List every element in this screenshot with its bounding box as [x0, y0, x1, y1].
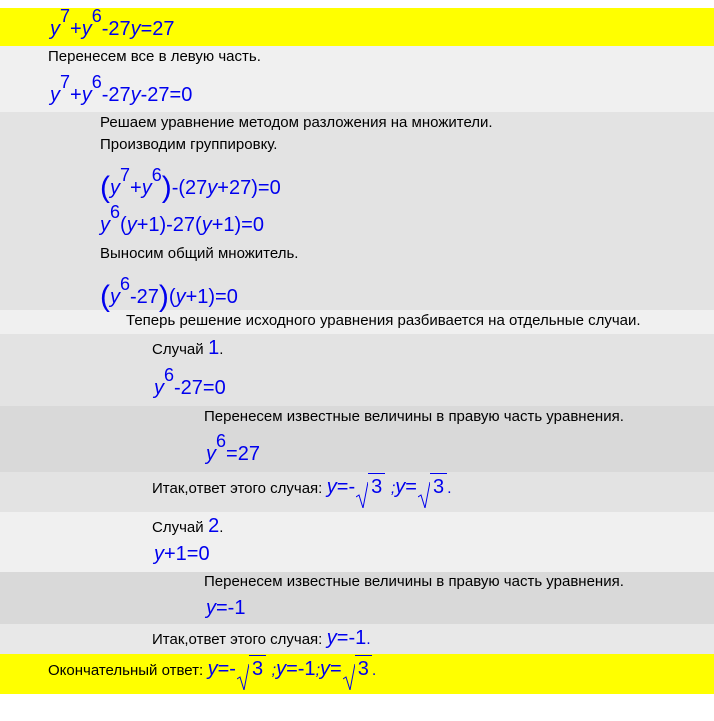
grouping-text: Производим группировку.	[100, 136, 278, 153]
group-equation: (y7+y6)-(27y+27)=0	[100, 165, 281, 204]
sqrt-sign: 3	[237, 658, 266, 681]
cases-text: Теперь решение исходного уравнения разбивается на отдельные случаи.	[126, 312, 641, 329]
case2-band	[0, 512, 714, 572]
factor1-equation: y6(y+1)-27(y+1)=0	[100, 202, 264, 236]
case2-answer: Итак,ответ этого случая: y=-1.	[152, 627, 371, 649]
case2-move-right-text: Перенесем известные величины в правую часть уравнения.	[204, 573, 624, 590]
case2-equation: y+1=0	[154, 543, 210, 565]
case1-answer-label: Итак,ответ этого случая:	[152, 480, 323, 497]
final-answer-label: Окончательный ответ:	[48, 662, 204, 679]
case1-band	[0, 334, 714, 406]
final-answer: Окончательный ответ: y=- 3 ;y=-1;y= 3 .	[48, 658, 376, 681]
case1-equation: y6-27=0	[154, 365, 226, 399]
case1-equation2: y6=27	[206, 431, 260, 465]
move-left-text: Перенесем все в левую часть.	[48, 48, 261, 65]
sqrt-sign: 3	[343, 658, 372, 681]
solve-method-text: Решаем уравнение методом разложения на множители.	[100, 114, 493, 131]
case1-move-right-text: Перенесем известные величины в правую часть уравнения.	[204, 408, 624, 425]
case2-heading: Случай 2.	[152, 515, 224, 537]
sqrt-sign: 3	[356, 476, 385, 499]
case1-answer: Итак,ответ этого случая: y=- 3 ;y= 3 .	[152, 476, 452, 499]
sqrt-sign: 3	[418, 476, 447, 499]
case2-answer-label: Итак,ответ этого случая:	[152, 631, 323, 648]
case2-equation2: y=-1	[206, 597, 246, 619]
common-factor-text: Выносим общий множитель.	[100, 245, 299, 262]
zero-equation: y7+y6-27y-27=0	[50, 72, 193, 106]
factor2-equation: (y6-27)(y+1)=0	[100, 274, 238, 313]
main-equation: y7+y6-27y=27	[50, 6, 175, 40]
case1-heading: Случай 1.	[152, 337, 224, 359]
